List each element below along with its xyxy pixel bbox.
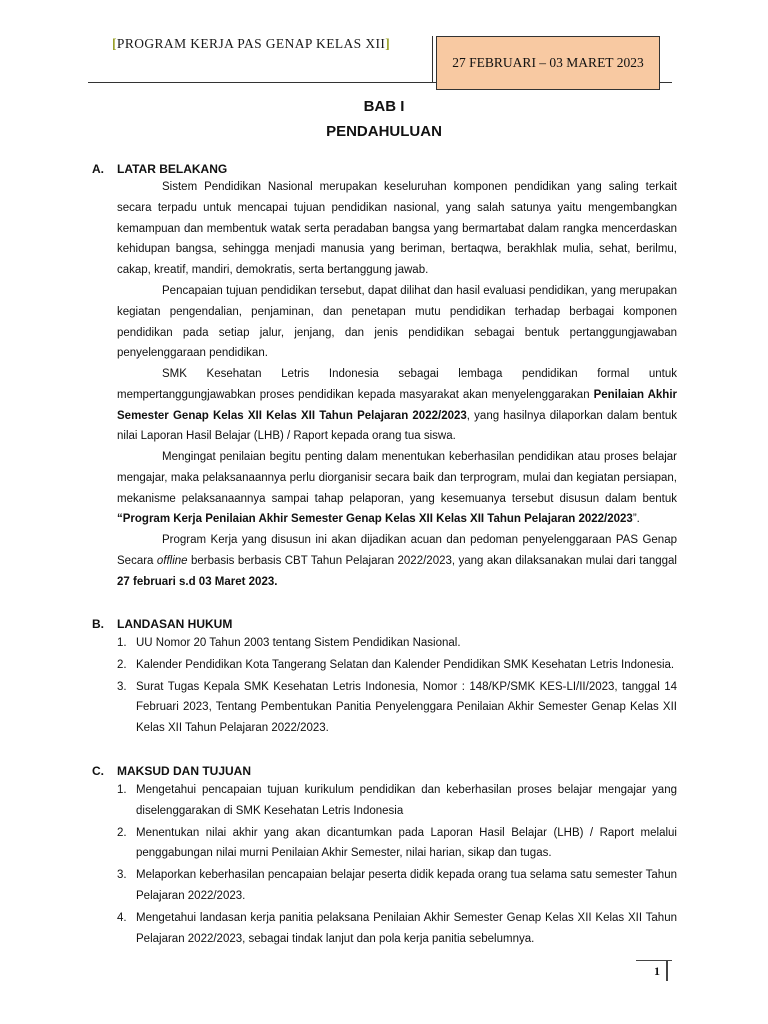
chapter-title: PENDAHULUAN bbox=[326, 123, 442, 140]
section-a-paragraph-4 bbox=[117, 447, 677, 530]
page-number: 1 bbox=[654, 964, 660, 978]
section-b-title: LANDASAN HUKUM bbox=[117, 617, 233, 631]
section-b-list bbox=[117, 633, 677, 740]
section-c-heading bbox=[0, 764, 768, 780]
section-a-paragraph-3 bbox=[117, 364, 677, 447]
section-b-letter: B. bbox=[92, 617, 104, 631]
section-a-paragraph-2: Pencapaian tujuan pendidikan tersebut, dapat dilihat dan hasil evaluasi pendidikan, yang merupakan kegiatan pengendalian, penjaminan, dan penetapan mutu pendidikan terhadap berbagai komponen pendidikan pada setiap jalur, jenjang, dan jenis pendidikan sebagai bentuk pertanggungjawaban penyelenggaraan pendidikan. bbox=[117, 285, 677, 360]
section-c-list bbox=[117, 780, 677, 950]
section-a-heading bbox=[0, 162, 768, 178]
list-item-number: 1. bbox=[117, 637, 127, 649]
section-c-title: MAKSUD DAN TUJUAN bbox=[117, 764, 251, 778]
list-item-text: Melaporkan keberhasilan pencapaian belajar peserta didik kepada orang tua selama satu semester Tahun Pelajaran 2022/2023. bbox=[136, 869, 677, 902]
list-item bbox=[117, 633, 677, 654]
p5-text-b: berbasis berbasis CBT Tahun Pelajaran 2022/2023, yang akan dilaksanakan mulai dari tanggal bbox=[187, 554, 677, 567]
list-item-number: 2. bbox=[117, 826, 127, 839]
p3-text-a: SMK Kesehatan Letris Indonesia sebagai lembaga pendidikan formal untuk mempertanggungjawabkan proses pendidikan kepada masyarakat akan menyelenggarakan bbox=[117, 368, 677, 401]
p4-bold-text: “Program Kerja Penilaian Akhir Semester Genap Kelas XII Kelas XII Tahun Pelajaran 2022/2023 bbox=[117, 513, 633, 526]
section-a-letter: A. bbox=[92, 162, 104, 176]
list-item bbox=[117, 865, 677, 907]
section-a-paragraph-1: Sistem Pendidikan Nasional merupakan keseluruhan komponen pendidikan yang saling terkait secara terpadu untuk mencapai tujuan pendidikan nasional, yang salah satunya yaitu mengembangkan kemampuan dan membentuk watak serta peradaban bangsa yang bermartabat dalam rangka mencerdaskan kehidupan bangsa, sehingga menjadi manusia yang beriman, bertaqwa, berakhlak mulia, sehat, berilmu, cakap, kreatif, mandiri, demokratis, serta bertanggung jawab. bbox=[117, 181, 677, 277]
page-number-box bbox=[636, 960, 672, 985]
list-item bbox=[117, 823, 677, 865]
list-item bbox=[117, 780, 677, 822]
page-number-bar bbox=[666, 961, 668, 981]
p4-text-b: ”. bbox=[632, 513, 640, 526]
list-item bbox=[117, 677, 677, 739]
header-bracket-close: ] bbox=[385, 36, 391, 51]
list-item-number: 1. bbox=[117, 784, 127, 796]
list-item-text: Kalender Pendidikan Kota Tangerang Selatan dan Kalender Pendidikan SMK Kesehatan Letris Indonesia. bbox=[136, 658, 675, 671]
header-bracket-open: [ bbox=[112, 36, 117, 51]
list-item-number: 3. bbox=[117, 680, 127, 693]
p4-text-a: Mengingat penilaian begitu penting dalam menentukan keberhasilan pendidikan atau proses belajar mengajar, maka pelaksanaannya perlu diorganisir secara baik dan terprogram, mulai dan kegiatan persiapan, mekanisme pelaksanaannya sampai tahap pelaporan, yang kesemuanya tersebut disusun dalam bentuk bbox=[117, 451, 677, 505]
list-item-number: 2. bbox=[117, 658, 127, 671]
p3-text-b: , yang hasilnya dilaporkan dalam bentuk nilai Laporan Hasil Belajar (LHB) / Raport kepada orang tua siswa. bbox=[117, 409, 677, 443]
header-divider bbox=[432, 36, 433, 82]
p5-bold-text: 27 februari s.d 03 Maret 2023. bbox=[117, 575, 278, 588]
p3-bold-text: Penilaian Akhir Semester Genap Kelas XII Kelas XII Tahun Pelajaran 2022/2023 bbox=[117, 388, 678, 422]
list-item-text: Mengetahui landasan kerja panitia pelaksana Penilaian Akhir Semester Genap Kelas XII Kelas XII Tahun Pelajaran 2022/2023, sebagai tindak lanjut dan pola kerja panitia sebelumnya. bbox=[136, 911, 677, 945]
list-item bbox=[117, 655, 677, 676]
list-item bbox=[117, 908, 677, 950]
p5-text-a: Program Kerja yang disusun ini akan dijadikan acuan dan pedoman penyelenggaraan PAS Genap Secara bbox=[117, 534, 677, 567]
section-a-title: LATAR BELAKANG bbox=[117, 162, 228, 176]
header-title-text: PROGRAM KERJA PAS GENAP KELAS XII bbox=[116, 36, 386, 51]
list-item-text: Menentukan nilai akhir yang akan dicantumkan pada Laporan Hasil Belajar (LHB) / Raport melalui penggabungan nilai murni Penilaian Akhir Semester, nilai harian, sikap dan tugas. bbox=[136, 826, 677, 860]
list-item-number: 3. bbox=[117, 869, 127, 882]
list-item-number: 4. bbox=[117, 911, 127, 924]
header-title bbox=[112, 36, 390, 52]
p5-italic-text: offline bbox=[156, 554, 188, 567]
section-c-letter: C. bbox=[92, 764, 104, 778]
list-item-text: Mengetahui pencapaian tujuan kurikulum pendidikan dan keberhasilan proses belajar mengajar yang diselenggarakan di SMK Kesehatan Letris Indonesia bbox=[136, 784, 677, 817]
header-date-box: 27 FEBRUARI – 03 MARET 2023 bbox=[436, 36, 660, 90]
section-a-paragraph-5 bbox=[117, 530, 677, 592]
list-item-text: Surat Tugas Kepala SMK Kesehatan Letris Indonesia, Nomor : 148/KP/SMK KES-LI/II/2023, tanggal 14 Februari 2023, Tentang Pembentukan Panitia Penyelenggara Penilaian Akhir Semester Genap Kelas XII Kelas XII Tahun Pelajaran 2022/2023. bbox=[136, 680, 677, 735]
section-b-heading bbox=[0, 617, 768, 633]
page-header bbox=[88, 22, 672, 83]
list-item-text: UU Nomor 20 Tahun 2003 tentang Sistem Pendidikan Nasional. bbox=[136, 637, 461, 649]
chapter-number: BAB I bbox=[363, 98, 405, 115]
